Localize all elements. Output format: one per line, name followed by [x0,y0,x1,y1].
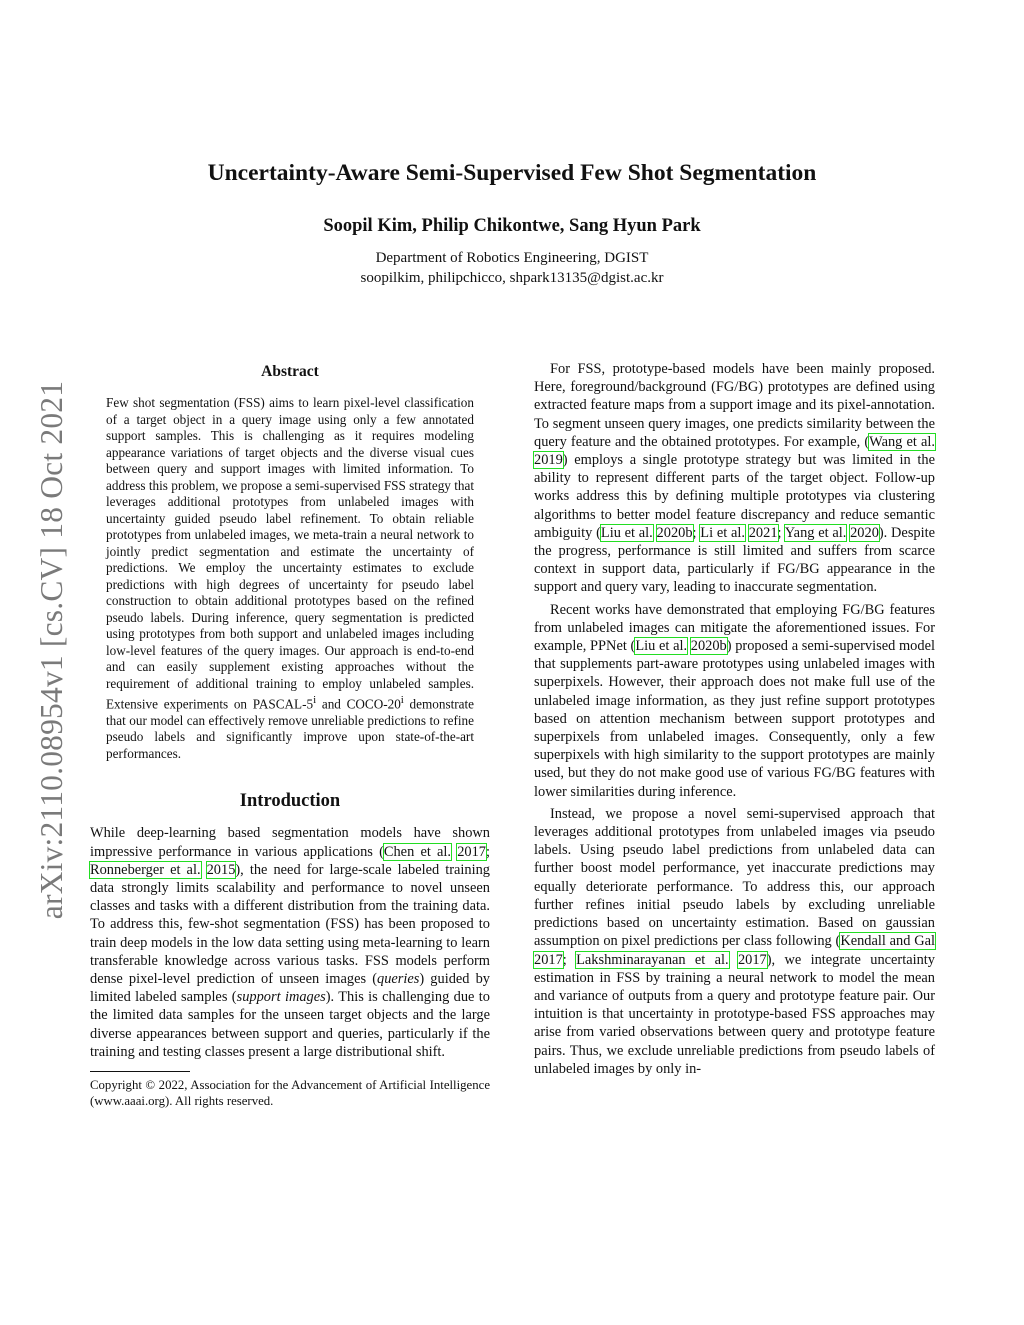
text-span: ; [562,951,577,968]
abstract-text [106,395,474,762]
text-span: ; [692,524,701,541]
body-paragraph [534,360,935,597]
citation-liu-ppnet-year-link[interactable]: 2020b [690,638,727,655]
text-span: For FSS, prototype-based models have been mainly proposed. Here, foreground/background (FG/BG) prototypes are defined using extracted feature maps from a support image and its pixel-annotation. To segment unseen query images, one predicts similarity between the query feature and the obtained prototypes. For example, ( [534,361,935,450]
citation-lakshminarayanan-link[interactable]: Lakshminarayanan et al. [576,951,729,968]
citation-li-year-link[interactable]: 2021 [748,524,778,541]
text-span: ), the need for large-scale labeled training data strongly limits scalability and performance to novel unseen classes and tasks with a different distribution from the training data. To address this, few-shot segmentation (FSS) has been proposed to train deep models in the low data setting using meta-learning to learn transferable knowledge across various tasks. FSS models perform dense pixel-level prediction of unseen images ( [90,861,490,988]
text-span: ) proposed a semi-supervised model that supplements part-aware prototypes using unlabeled images with superpixels. However, their approach does not make full use of the unlabeled image information, as they just refine support prototypes based on attention mechanism between support prototypes and superpixels from unlabeled images. Consequently, only a few superpixels with high similarity to the support prototypes are mainly used, but they do not make good use of various FG/BG features with lower similarities during inference. [534,638,935,800]
abstract-part: and COCO-20 [316,696,401,712]
abstract-part: Few shot segmentation (FSS) aims to learn pixel-level classification of a target object in a query image using only a few annotated support samples. This is challenging as it requires modeling appearance variations of target objects and the diverse visual cues between query and support images with limited information. To address this problem, we propose a semi-supervised FSS strategy that leverages additional prototypes from unlabeled images with uncertainty guided pseudo label refinement. To obtain reliable prototypes from unlabeled images, we meta-train a neural network to jointly predict segmentation and estimate the uncertainty of predictions. We employ the uncertainty estimates to exclude predictions with high degrees of uncertainty for pseudo label construction to obtain additional prototypes based on the refined pseudo labels. During inference, query segmentation is predicted using prototypes from both support and unlabeled images including low-level features of the query images. Our approach is end-to-end and can easily supplement existing approaches without the requirement of additional training to employ unlabeled samples. Extensive experiments on PASCAL-5 [106,395,474,712]
introduction-heading: Introduction [239,791,341,812]
citation-chen-year-link[interactable]: 2017 [457,843,486,860]
footnote-divider [90,1071,190,1072]
citation-ronneberger-link[interactable]: Ronneberger et al. [90,861,201,878]
text-span: Recent works have demonstrated that employing FG/BG features from unlabeled images can mitigate the aforementioned issues. For example, PPNet ( [534,601,935,655]
citation-yang-link[interactable]: Yang et al. [784,524,847,541]
right-column [534,360,935,1078]
emphasis-queries: queries [377,971,420,988]
introduction-paragraph [90,824,490,1061]
text-span: While deep-learning based segmentation models have shown impressive performance in various applications ( [90,825,490,860]
abstract-heading: Abstract [261,363,319,380]
author-emails: soopilkim, philipchicco, shpark13135@dgist.ac.kr [360,270,664,286]
citation-liu-link[interactable]: Liu et al. [600,524,653,541]
author-list: Soopil Kim, Philip Chikontwe, Sang Hyun Park [323,216,701,236]
paper-title: Uncertainty-Aware Semi-Supervised Few Shot Segmentation [207,160,817,186]
text-span: ) guided by limited labeled samples ( [90,971,491,1006]
text-span: ; [485,843,490,860]
text-span: ), we integrate uncertainty estimation in FSS by training a neural network to model the mean and variance of outputs from a query and prototype feature pair. Our intuition is that uncertainty in prototype-based FSS approaches may arise from varied observations between query and prototype feature pairs. Thus, we exclude unreliable predictions from pseudo labels of unlabeled images by only in- [534,951,935,1077]
left-column [90,360,490,1109]
abstract-part: demonstrate that our model can effectively remove unreliable predictions to refine pseudo labels and significantly improve upon state-of-the-art performances. [106,696,475,761]
text-span: ; [777,524,785,541]
citation-kendall-year-link[interactable]: 2017 [534,951,563,968]
copyright-footnote: Copyright © 2022, Association for the Advancement of Artificial Intelligence (www.aaai.org). All rights reserved. [90,1078,490,1109]
affiliation [0,248,1024,288]
emphasis-support-images: support images [236,989,326,1006]
citation-ronneberger-year-link[interactable]: 2015 [206,861,236,878]
text-span: ) employs a single prototype strategy but was limited in the ability to represent different parts of the target object. Follow-up works address this by defining multiple prototypes via clustering algorithms to better model feature discrepancy and reduce semantic ambiguity ( [534,452,935,541]
citation-wang-year-link[interactable]: 2019 [534,452,563,469]
citation-lakshminarayanan-year-link[interactable]: 2017 [737,951,767,968]
body-paragraph [534,805,935,1078]
citation-yang-year-link[interactable]: 2020 [850,524,879,541]
text-span: ). Despite the progress, performance is still limited and suffers from scarce context in support data, particularly if FG/BG appearance in the support and query vary, leading to inaccurate segmentation. [534,524,935,596]
text-span: Instead, we propose a novel semi-supervised approach that leverages additional prototypes from unlabeled images via pseudo labels. Using pseudo label predictions from unlabeled data can further boost model performance, yet inaccurate predictions may equally deteriorate performance. To address this, our approach further refines initial pseudo labels by excluding unreliable predictions based on uncertainty estimation. Based on gaussian assumption on pixel predictions per class following ( [534,805,935,950]
citation-li-link[interactable]: Li et al. [700,524,745,541]
citation-kendall-link[interactable]: Kendall and Gal [840,933,936,950]
citation-liu-year-link[interactable]: 2020b [656,524,693,541]
department: Department of Robotics Engineering, DGIST [375,250,649,266]
arxiv-identifier: arXiv:2110.08954v1 [cs.CV] 18 Oct 2021 [34,380,69,920]
citation-wang-link[interactable]: Wang et al. [869,433,935,450]
body-paragraph [534,601,935,801]
citation-liu-ppnet-link[interactable]: Liu et al. [635,638,688,655]
superscript-i: i [313,694,317,706]
text-span: ). This is challenging due to the limited data samples for the unseen target objects and the large diverse appearances between support and queries, particularly if the training and testing classes present a large distributional shift. [90,989,490,1060]
citation-chen-link[interactable]: Chen et al. [383,843,452,860]
superscript-i: i [400,694,404,706]
